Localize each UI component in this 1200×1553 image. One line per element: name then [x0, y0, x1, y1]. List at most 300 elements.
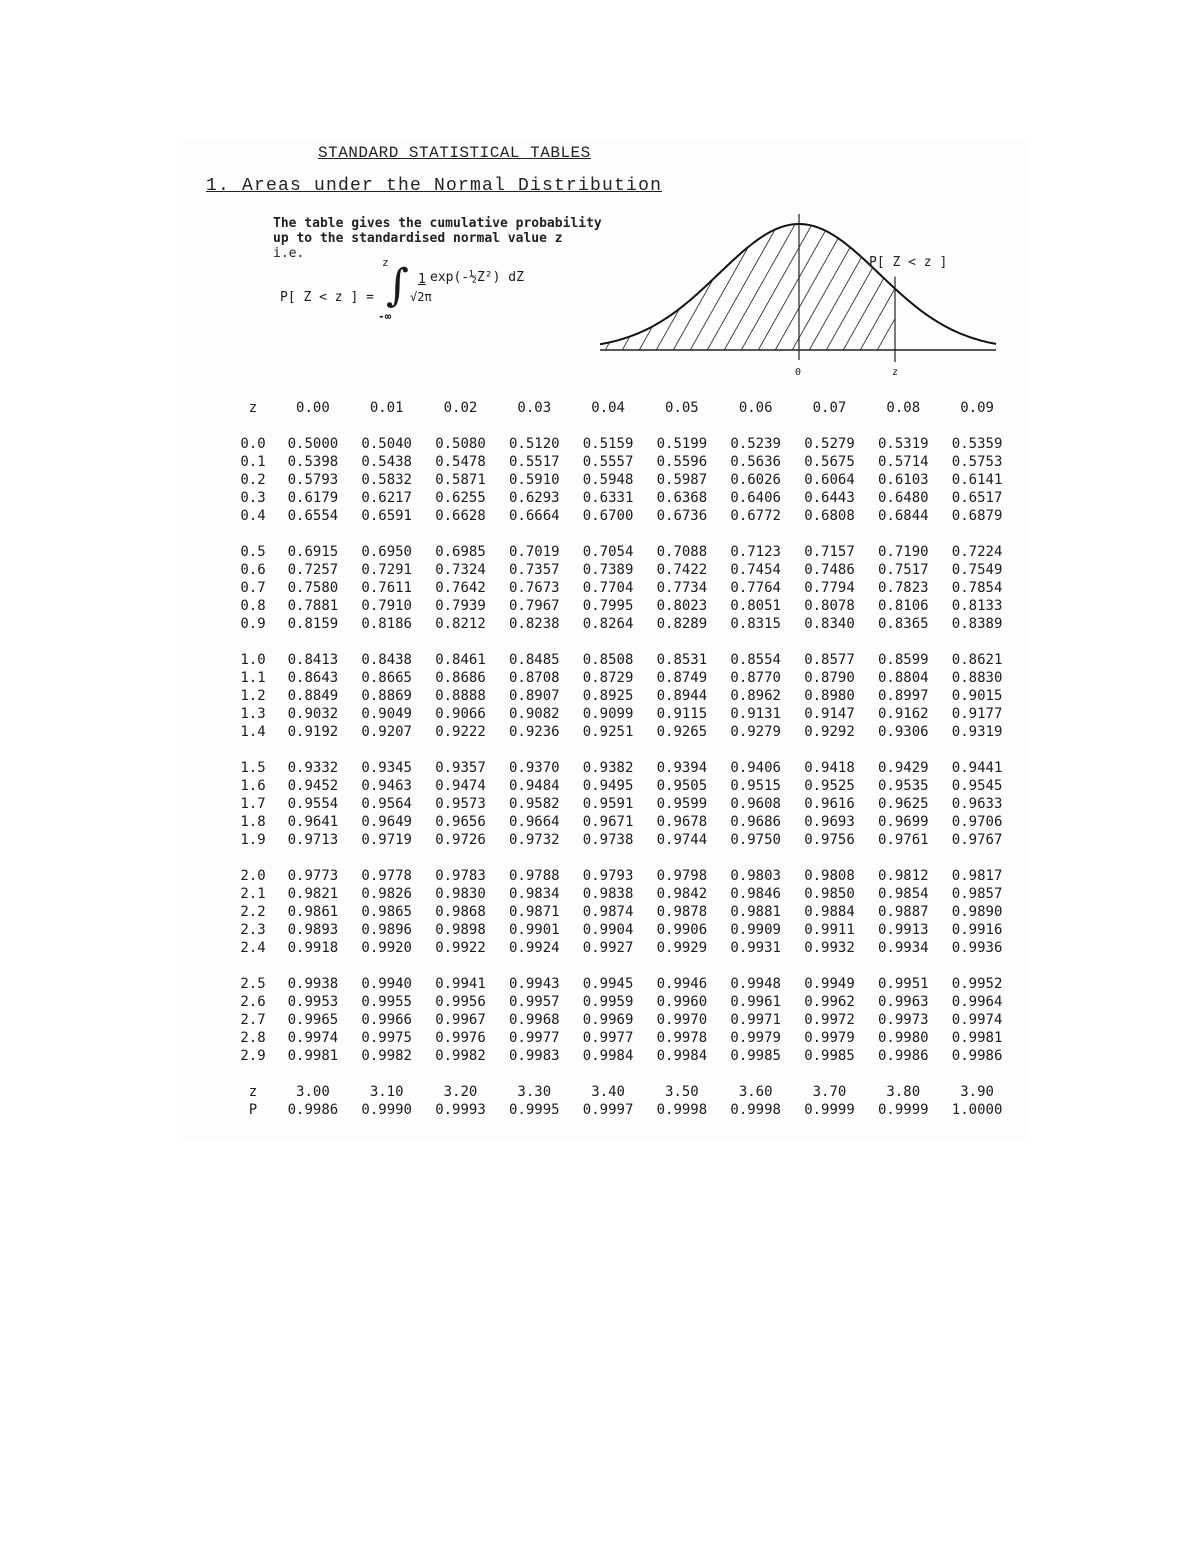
probability-cell: 0.9961: [730, 994, 781, 1010]
probability-cell: 0.5596: [656, 454, 708, 470]
column-header: 0.00: [296, 400, 330, 416]
probability-cell: 0.9830: [435, 886, 486, 902]
spacer-row: [230, 419, 1014, 435]
probability-cell: 0.9980: [877, 1030, 929, 1046]
probability-cell: 0.9332: [287, 760, 339, 776]
probability-cell: 0.9808: [804, 868, 855, 884]
probability-cell: 0.9418: [804, 760, 855, 776]
probability-cell: 0.6950: [361, 544, 412, 560]
probability-cell: 0.9963: [877, 994, 929, 1010]
table-header-row: [230, 397, 1014, 419]
probability-cell: 0.9834: [509, 886, 560, 902]
probability-cell: 0.6064: [804, 472, 855, 488]
probability-cell: 0.9452: [287, 778, 339, 794]
probability-cell: 0.9732: [509, 832, 560, 848]
probability-cell: 0.9032: [287, 706, 339, 722]
z-value-cell: 1.8: [240, 814, 266, 830]
probability-cell: 0.7580: [287, 580, 339, 596]
probability-cell: 0.9656: [435, 814, 486, 830]
probability-cell: 0.8389: [951, 616, 1003, 632]
intro-line-3: i.e.: [273, 246, 305, 261]
probability-cell: 0.8621: [951, 652, 1003, 668]
probability-cell: 0.9671: [582, 814, 634, 830]
probability-cell: 0.9911: [804, 922, 855, 938]
probability-cell: 0.9904: [582, 922, 634, 938]
spacer-cell: [230, 633, 1014, 651]
probability-cell: 0.5359: [951, 436, 1003, 452]
probability-cell: 0.9861: [287, 904, 339, 920]
probability-cell: 0.9965: [287, 1012, 339, 1028]
table-row: [230, 471, 1014, 489]
tail-p-cell: 1.0000: [951, 1102, 1003, 1118]
probability-cell: 0.9599: [656, 796, 708, 812]
probability-cell: 0.9842: [656, 886, 708, 902]
probability-cell: 0.5120: [509, 436, 560, 452]
probability-cell: 0.9345: [361, 760, 412, 776]
probability-cell: 0.5948: [582, 472, 634, 488]
probability-cell: 0.9982: [435, 1048, 486, 1064]
probability-cell: 0.6554: [287, 508, 339, 524]
z-value-cell: 1.9: [240, 832, 266, 848]
probability-cell: 0.9890: [951, 904, 1003, 920]
probability-cell: 0.9279: [730, 724, 781, 740]
probability-cell: 0.9974: [287, 1030, 339, 1046]
probability-cell: 0.8962: [730, 688, 781, 704]
probability-cell: 0.8790: [804, 670, 855, 686]
probability-cell: 0.8770: [730, 670, 781, 686]
probability-cell: 0.6808: [804, 508, 855, 524]
probability-cell: 0.7611: [361, 580, 412, 596]
table-row: [230, 723, 1014, 741]
probability-cell: 0.9664: [509, 814, 560, 830]
table-row: [230, 669, 1014, 687]
probability-cell: 0.9474: [435, 778, 486, 794]
probability-cell: 0.9838: [582, 886, 634, 902]
probability-cell: 0.9265: [656, 724, 708, 740]
probability-cell: 0.9920: [361, 940, 412, 956]
probability-cell: 0.9394: [656, 760, 708, 776]
table-row: [230, 975, 1014, 993]
probability-cell: 0.9906: [656, 922, 708, 938]
probability-cell: 0.9846: [730, 886, 781, 902]
probability-cell: 0.6915: [287, 544, 339, 560]
probability-cell: 0.9927: [582, 940, 634, 956]
tail-p-cell: 0.9990: [361, 1102, 412, 1118]
z-value-cell: 1.2: [240, 688, 266, 704]
probability-cell: 0.9463: [361, 778, 412, 794]
probability-cell: 0.9874: [582, 904, 634, 920]
probability-cell: 0.9893: [287, 922, 339, 938]
probability-cell: 0.8804: [877, 670, 929, 686]
probability-cell: 0.6026: [730, 472, 781, 488]
probability-cell: 0.9292: [804, 724, 855, 740]
table-row: [230, 921, 1014, 939]
probability-cell: 0.9966: [361, 1012, 412, 1028]
probability-cell: 0.8133: [951, 598, 1003, 614]
probability-cell: 0.8340: [804, 616, 855, 632]
probability-cell: 0.9641: [287, 814, 339, 830]
spacer-cell: [230, 419, 1014, 435]
document-title: STANDARD STATISTICAL TABLES: [318, 144, 591, 162]
probability-cell: 0.5793: [287, 472, 339, 488]
column-header: 0.06: [738, 400, 773, 416]
probability-cell: 0.9970: [656, 1012, 708, 1028]
formula-integrand: exp(-½Z²) dZ: [430, 270, 524, 285]
probability-cell: 0.5000: [287, 436, 339, 452]
z-value-cell: 0.5: [240, 544, 266, 560]
formula-denominator: √2π: [410, 290, 432, 304]
probability-cell: 0.9793: [582, 868, 634, 884]
probability-cell: 0.9964: [951, 994, 1003, 1010]
probability-cell: 0.7389: [582, 562, 634, 578]
spacer-cell: [230, 525, 1014, 543]
probability-cell: 0.6293: [509, 490, 560, 506]
probability-cell: 0.5279: [804, 436, 855, 452]
z-value-cell: 1.7: [240, 796, 266, 812]
probability-cell: 0.8686: [435, 670, 486, 686]
probability-cell: 0.9986: [951, 1048, 1003, 1064]
probability-cell: 0.9515: [730, 778, 781, 794]
probability-cell: 0.8749: [656, 670, 708, 686]
probability-cell: 0.7704: [582, 580, 634, 596]
probability-cell: 0.5040: [361, 436, 412, 452]
probability-cell: 0.9817: [951, 868, 1003, 884]
z-value-cell: 1.4: [240, 724, 266, 740]
z-value-cell: 0.7: [240, 580, 266, 596]
probability-cell: 0.9222: [435, 724, 486, 740]
probability-cell: 0.6141: [951, 472, 1003, 488]
z-value-cell: 0.4: [240, 508, 266, 524]
probability-cell: 0.9984: [656, 1048, 708, 1064]
probability-cell: 0.9686: [730, 814, 781, 830]
probability-cell: 0.5478: [435, 454, 486, 470]
probability-cell: 0.8599: [877, 652, 929, 668]
probability-cell: 0.7486: [804, 562, 855, 578]
column-header: 0.04: [591, 400, 625, 416]
z-value-cell: 1.0: [240, 652, 266, 668]
probability-cell: 0.9978: [656, 1030, 708, 1046]
spacer-cell: [230, 1065, 1014, 1083]
probability-cell: 0.9896: [361, 922, 412, 938]
probability-cell: 0.8643: [287, 670, 339, 686]
table-row: [230, 993, 1014, 1011]
probability-cell: 0.6368: [656, 490, 708, 506]
probability-cell: 0.8461: [435, 652, 486, 668]
tail-z-cell: 3.20: [443, 1084, 478, 1100]
probability-cell: 0.7549: [951, 562, 1003, 578]
probability-cell: 0.9931: [730, 940, 781, 956]
tail-z-cell: 3.80: [886, 1084, 921, 1100]
probability-cell: 0.7794: [804, 580, 855, 596]
z-value-cell: 0.2: [240, 472, 266, 488]
table-row: [230, 489, 1014, 507]
shaded-area: [600, 212, 989, 354]
probability-cell: 0.9370: [509, 760, 560, 776]
tail-p-cell: 0.9999: [877, 1102, 929, 1118]
probability-cell: 0.6628: [435, 508, 486, 524]
probability-cell: 0.8023: [656, 598, 708, 614]
probability-cell: 0.8997: [877, 688, 929, 704]
probability-cell: 0.9968: [509, 1012, 560, 1028]
probability-cell: 0.7257: [287, 562, 339, 578]
probability-cell: 0.9979: [804, 1030, 855, 1046]
tail-p-cell: 0.9986: [287, 1102, 339, 1118]
probability-cell: 0.9767: [951, 832, 1003, 848]
probability-cell: 0.6255: [435, 490, 486, 506]
probability-cell: 0.9901: [509, 922, 560, 938]
probability-cell: 0.9535: [877, 778, 929, 794]
column-header: 0.03: [517, 400, 552, 416]
probability-cell: 0.5987: [656, 472, 708, 488]
probability-cell: 0.9975: [361, 1030, 412, 1046]
probability-cell: 0.7123: [730, 544, 781, 560]
probability-cell: 0.8708: [509, 670, 560, 686]
tail-p-cell: 0.9995: [509, 1102, 560, 1118]
probability-cell: 0.9865: [361, 904, 412, 920]
table-row: [230, 687, 1014, 705]
probability-cell: 0.9909: [730, 922, 781, 938]
probability-cell: 0.9693: [804, 814, 855, 830]
table-row: [230, 579, 1014, 597]
table-row: [230, 903, 1014, 921]
probability-cell: 0.9934: [877, 940, 929, 956]
probability-cell: 0.9969: [582, 1012, 634, 1028]
probability-cell: 0.7854: [951, 580, 1003, 596]
probability-cell: 0.9955: [361, 994, 412, 1010]
probability-cell: 0.8485: [509, 652, 560, 668]
table-row: [230, 867, 1014, 885]
table-row: [230, 651, 1014, 669]
probability-cell: 0.9854: [877, 886, 929, 902]
tail-z-cell: 3.30: [517, 1084, 552, 1100]
probability-cell: 0.9608: [730, 796, 781, 812]
probability-cell: 0.8212: [435, 616, 486, 632]
z-value-cell: 1.5: [240, 760, 266, 776]
probability-cell: 0.9967: [435, 1012, 486, 1028]
probability-cell: 0.9099: [582, 706, 634, 722]
probability-cell: 0.9962: [804, 994, 855, 1010]
table-row: [230, 453, 1014, 471]
spacer-row: [230, 1065, 1014, 1083]
probability-cell: 0.9049: [361, 706, 412, 722]
probability-cell: 0.8888: [435, 688, 486, 704]
probability-cell: 0.7324: [435, 562, 486, 578]
probability-cell: 0.9738: [582, 832, 634, 848]
probability-cell: 0.9941: [435, 976, 486, 992]
probability-cell: 0.9207: [361, 724, 412, 740]
probability-label: P[ Z < z ]: [869, 255, 948, 270]
tail-p-cell: 0.9998: [730, 1102, 781, 1118]
z-value-cell: 2.6: [240, 994, 266, 1010]
probability-cell: 0.9773: [287, 868, 339, 884]
probability-cell: 0.5438: [361, 454, 412, 470]
probability-cell: 0.9761: [877, 832, 929, 848]
probability-cell: 0.9177: [951, 706, 1003, 722]
probability-cell: 0.9319: [951, 724, 1003, 740]
probability-cell: 0.9977: [509, 1030, 560, 1046]
probability-cell: 0.7517: [877, 562, 929, 578]
probability-cell: 0.8849: [287, 688, 339, 704]
probability-cell: 0.8907: [509, 688, 560, 704]
column-header: 0.09: [960, 400, 994, 416]
probability-cell: 0.9719: [361, 832, 412, 848]
probability-cell: 0.9956: [435, 994, 486, 1010]
probability-cell: 0.9924: [509, 940, 560, 956]
intro-text: [273, 216, 602, 261]
table-body: [230, 419, 1014, 1119]
probability-cell: 0.9484: [509, 778, 560, 794]
probability-cell: 0.9952: [951, 976, 1003, 992]
table-row: [230, 885, 1014, 903]
probability-cell: 0.9649: [361, 814, 412, 830]
probability-cell: 0.5159: [582, 436, 634, 452]
probability-cell: 0.9495: [582, 778, 634, 794]
probability-cell: 0.9357: [435, 760, 486, 776]
z-value-cell: 0.1: [240, 454, 266, 470]
normal-table: [230, 397, 1014, 1119]
probability-cell: 0.8106: [877, 598, 929, 614]
z-value-cell: 2.9: [240, 1048, 266, 1064]
probability-cell: 0.9898: [435, 922, 486, 938]
probability-cell: 0.8365: [877, 616, 929, 632]
probability-cell: 0.9788: [509, 868, 560, 884]
probability-cell: 0.8531: [656, 652, 708, 668]
probability-cell: 0.9984: [582, 1048, 634, 1064]
probability-cell: 0.7291: [361, 562, 412, 578]
probability-cell: 0.8051: [730, 598, 781, 614]
probability-cell: 0.6406: [730, 490, 781, 506]
probability-cell: 0.6517: [951, 490, 1003, 506]
probability-cell: 0.9066: [435, 706, 486, 722]
probability-cell: 0.9972: [804, 1012, 855, 1028]
probability-cell: 0.6985: [435, 544, 486, 560]
z-value-cell: 0.3: [240, 490, 266, 506]
probability-cell: 0.9982: [361, 1048, 412, 1064]
table-row: [230, 615, 1014, 633]
table-row: [230, 1047, 1014, 1065]
table-row: [230, 795, 1014, 813]
probability-cell: 0.9871: [509, 904, 560, 920]
tail-z-cell: 3.00: [296, 1084, 330, 1100]
probability-cell: 0.9986: [877, 1048, 929, 1064]
probability-cell: 0.6179: [287, 490, 339, 506]
probability-cell: 0.6591: [361, 508, 412, 524]
normal-curve-graph: [600, 212, 1000, 384]
column-header: 0.08: [886, 400, 921, 416]
z-value-cell: 2.2: [240, 904, 266, 920]
probability-cell: 0.9744: [656, 832, 708, 848]
probability-cell: 0.9382: [582, 760, 634, 776]
probability-cell: 0.9878: [656, 904, 708, 920]
probability-cell: 0.6879: [951, 508, 1003, 524]
probability-cell: 0.9429: [877, 760, 929, 776]
probability-cell: 0.9147: [804, 706, 855, 722]
z-value-cell: 2.4: [240, 940, 266, 956]
probability-cell: 0.9678: [656, 814, 708, 830]
table-row: [230, 597, 1014, 615]
table-row: [230, 561, 1014, 579]
table-row: [230, 939, 1014, 957]
probability-cell: 0.9082: [509, 706, 560, 722]
column-header: 0.02: [443, 400, 478, 416]
probability-cell: 0.5319: [877, 436, 929, 452]
table-row: [230, 759, 1014, 777]
column-header: 0.05: [665, 400, 699, 416]
probability-cell: 0.9115: [656, 706, 708, 722]
probability-cell: 0.7157: [804, 544, 855, 560]
formula-lhs: P[ Z < z ] =: [280, 290, 374, 305]
probability-cell: 0.7939: [435, 598, 486, 614]
probability-cell: 0.5080: [435, 436, 486, 452]
probability-cell: 0.9236: [509, 724, 560, 740]
section-title: 1. Areas under the Normal Distribution: [206, 176, 663, 196]
probability-cell: 0.9971: [730, 1012, 781, 1028]
probability-cell: 0.9573: [435, 796, 486, 812]
probability-cell: 0.7357: [509, 562, 560, 578]
probability-cell: 0.8289: [656, 616, 708, 632]
tail-z-cell: 3.70: [812, 1084, 847, 1100]
probability-cell: 0.9706: [951, 814, 1003, 830]
spacer-row: [230, 849, 1014, 867]
table-row: [230, 1029, 1014, 1047]
table-row: [230, 543, 1014, 561]
tail-p-label: P: [248, 1102, 258, 1118]
probability-cell: 0.5871: [435, 472, 486, 488]
probability-cell: 0.9959: [582, 994, 634, 1010]
tail-z-label: z: [248, 1084, 258, 1100]
probability-cell: 0.8729: [582, 670, 634, 686]
origin-label: 0: [795, 367, 802, 378]
probability-cell: 0.9750: [730, 832, 781, 848]
probability-cell: 0.7224: [951, 544, 1003, 560]
probability-cell: 0.9525: [804, 778, 855, 794]
spacer-row: [230, 633, 1014, 651]
probability-cell: 0.7764: [730, 580, 781, 596]
z-value-cell: 0.6: [240, 562, 266, 578]
z-value-cell: 2.3: [240, 922, 266, 938]
probability-cell: 0.9699: [877, 814, 929, 830]
probability-cell: 0.9783: [435, 868, 486, 884]
probability-cell: 0.9929: [656, 940, 708, 956]
tail-z-cell: 3.60: [738, 1084, 773, 1100]
probability-cell: 0.7088: [656, 544, 708, 560]
column-header: 0.01: [369, 400, 404, 416]
probability-cell: 0.9554: [287, 796, 339, 812]
probability-cell: 0.8508: [582, 652, 634, 668]
probability-cell: 0.7734: [656, 580, 708, 596]
probability-cell: 0.5675: [804, 454, 855, 470]
probability-cell: 0.9162: [877, 706, 929, 722]
z-column-header: z: [248, 400, 258, 416]
probability-cell: 0.9981: [287, 1048, 339, 1064]
probability-cell: 0.9726: [435, 832, 486, 848]
spacer-cell: [230, 849, 1014, 867]
probability-cell: 0.6480: [877, 490, 929, 506]
probability-cell: 0.9943: [509, 976, 560, 992]
probability-cell: 0.7881: [287, 598, 339, 614]
tail-p-cell: 0.9999: [804, 1102, 855, 1118]
z-value-cell: 2.5: [240, 976, 266, 992]
intro-line-1: The table gives the cumulative probability: [273, 216, 602, 231]
probability-cell: 0.8438: [361, 652, 412, 668]
probability-cell: 0.9798: [656, 868, 708, 884]
probability-cell: 0.9960: [656, 994, 708, 1010]
formula-numerator: 1: [418, 272, 426, 287]
probability-cell: 0.9826: [361, 886, 412, 902]
probability-cell: 0.9977: [582, 1030, 634, 1046]
probability-cell: 0.9857: [951, 886, 1003, 902]
probability-cell: 0.9951: [877, 976, 929, 992]
